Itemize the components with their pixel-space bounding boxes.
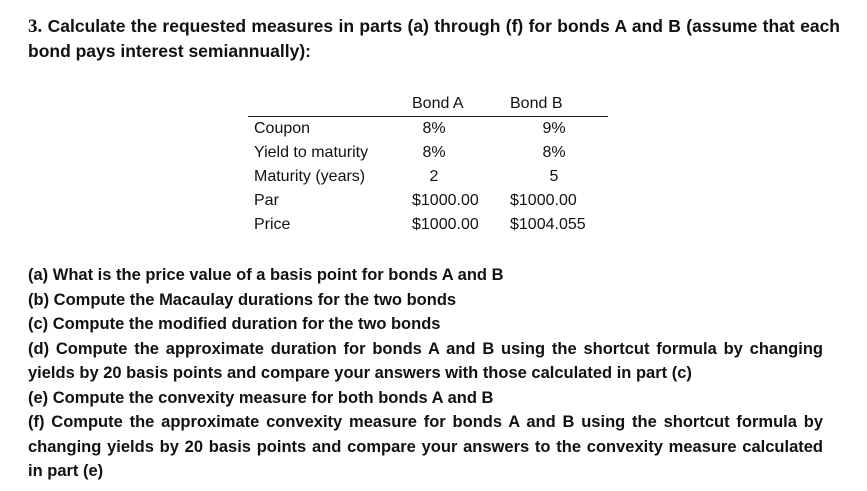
question-header [28,14,840,64]
bond-b-value: 9% [542,120,566,137]
part-d: (d) Compute the approximate duration for bonds A and B using the shortcut formula by changing yields by 20 basis points and compare your answers with those calculated in part (c) [28,339,823,382]
bond-b-value: $1000.00 [510,192,577,209]
row-label: Par [254,192,279,209]
row-label: Yield to maturity [254,144,369,161]
column-header-bond-b: Bond B [510,95,563,112]
row-label: Coupon [254,120,311,137]
question-parts [28,263,823,484]
bond-b-value: $1004.055 [510,216,586,233]
table-row-yield [248,141,608,165]
bond-a-value: $1000.00 [412,216,479,233]
table-row-maturity [248,165,608,189]
question-number: 3. [28,16,43,37]
table-row-coupon [248,117,608,141]
table-header-row [248,92,608,117]
part-f: (f) Compute the approximate convexity measure for bonds A and B using the shortcut formula by changing yields by 20 basis points and compare your answers to the convexity measure calculated in part (e) [28,413,823,480]
part-b: (b) Compute the Macaulay durations for the two bonds [28,290,457,309]
question-text: Calculate the requested measures in parts (a) through (f) for bonds A and B (assume that each bond pays interest semiannually): [28,16,840,61]
bond-a-value: 2 [429,168,439,185]
part-e: (e) Compute the convexity measure for both bonds A and B [28,388,494,407]
row-label: Price [254,216,291,233]
bond-b-value: 8% [542,144,566,161]
bond-b-value: 5 [549,168,559,185]
row-label: Maturity (years) [254,168,366,185]
table-row-par [248,189,608,213]
bond-a-value: $1000.00 [412,192,479,209]
table-row-price [248,213,608,237]
part-c: (c) Compute the modified duration for the two bonds [28,315,441,333]
bond-a-value: 8% [422,144,446,161]
bond-a-value: 8% [422,120,446,137]
part-a: (a) What is the price value of a basis point for bonds A and B [28,266,504,284]
column-header-bond-a: Bond A [412,95,464,112]
bond-table [248,92,608,237]
